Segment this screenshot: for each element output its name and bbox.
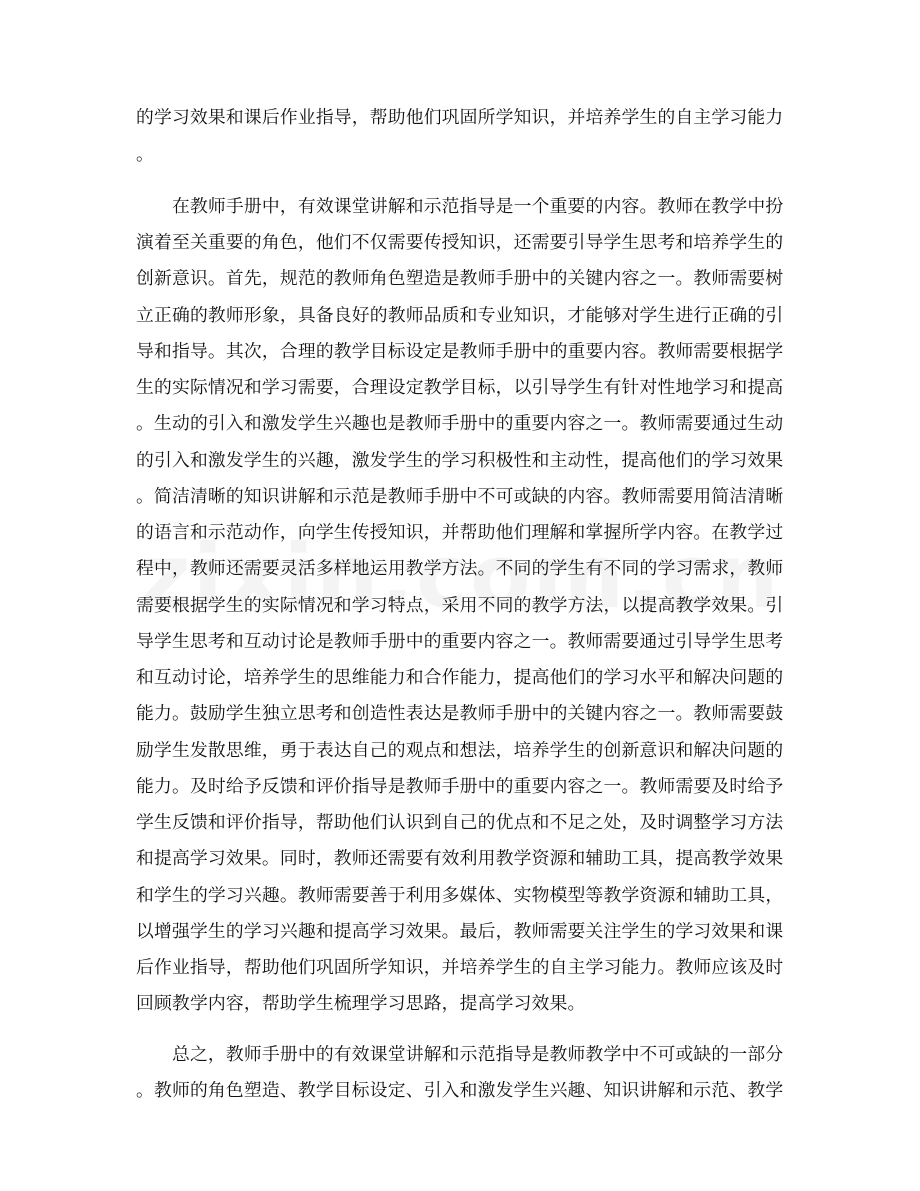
paragraph-2-line-6: 生的实际情况和学习需要，合理设定教学目标，以引导学生有针对性地学习和提高 (136, 377, 784, 398)
paragraph-1-line-1: 的学习效果和课后作业指导，帮助他们巩固所学知识，并培养学生的自主学习能力 (136, 107, 784, 128)
paragraph-2-line-13: 导学生思考和互动讨论是教师手册中的重要内容之一。教师需要通过引导学生思考 (136, 631, 784, 652)
paragraph-2-line-5: 导和指导。其次，合理的教学目标设定是教师手册中的重要内容。教师需要根据学 (136, 341, 784, 362)
paragraph-2-line-9: 。简洁清晰的知识讲解和示范是教师手册中不可或缺的内容。教师需要用简洁清晰 (136, 486, 784, 507)
paragraph-2-line-4: 立正确的教师形象，具备良好的教师品质和专业知识，才能够对学生进行正确的引 (136, 305, 784, 326)
paragraph-2-line-16: 励学生发散思维，勇于表达自己的观点和想法，培养学生的创新意识和解决问题的 (136, 740, 784, 761)
paragraph-2-line-10: 的语言和示范动作，向学生传授知识，并帮助他们理解和掌握所学内容。在教学过 (136, 522, 784, 543)
paragraph-2-line-19: 和提高学习效果。同时，教师还需要有效利用教学资源和辅助工具，提高教学效果 (136, 848, 784, 869)
paragraph-2-line-17: 能力。及时给予反馈和评价指导是教师手册中的重要内容之一。教师需要及时给予 (136, 776, 784, 797)
paragraph-3-line-2: 。教师的角色塑造、教学目标设定、引入和激发学生兴趣、知识讲解和示范、教学 (136, 1080, 784, 1101)
paragraph-2-line-2: 演着至关重要的角色，他们不仅需要传授知识，还需要引导学生思考和培养学生的 (136, 232, 784, 253)
paragraph-2-line-3: 创新意识。首先，规范的教师角色塑造是教师手册中的关键内容之一。教师需要树 (136, 268, 784, 289)
paragraph-2-line-8: 的引入和激发学生的兴趣，激发学生的学习积极性和主动性，提高他们的学习效果 (136, 450, 784, 471)
paragraph-1-line-2: 。 (136, 144, 154, 165)
paragraph-2-line-14: 和互动讨论，培养学生的思维能力和合作能力，提高他们的学习水平和解决问题的 (136, 667, 784, 688)
paragraph-2-line-7: 。生动的引入和激发学生兴趣也是教师手册中的重要内容之一。教师需要通过生动 (136, 413, 784, 434)
paragraph-2-line-18: 学生反馈和评价指导，帮助他们认识到自己的优点和不足之处，及时调整学习方法 (136, 812, 784, 833)
paragraph-3-line-1: 总之，教师手册中的有效课堂讲解和示范指导是教师教学中不可或缺的一部分 (136, 1044, 784, 1065)
paragraph-2-line-22: 后作业指导，帮助他们巩固所学知识，并培养学生的自主学习能力。教师应该及时 (136, 957, 784, 978)
paragraph-2-line-20: 和学生的学习兴趣。教师需要善于利用多媒体、实物模型等教学资源和辅助工具， (136, 885, 784, 906)
paragraph-2-line-21: 以增强学生的学习兴趣和提高学习效果。最后，教师需要关注学生的学习效果和课 (136, 921, 784, 942)
paragraph-2-line-12: 需要根据学生的实际情况和学习特点，采用不同的教学方法，以提高教学效果。引 (136, 595, 784, 616)
paragraph-2-line-1: 在教师手册中，有效课堂讲解和示范指导是一个重要的内容。教师在教学中扮 (136, 196, 784, 217)
paragraph-2-line-11: 程中，教师还需要灵活多样地运用教学方法。不同的学生有不同的学习需求，教师 (136, 558, 784, 579)
paragraph-2-line-15: 能力。鼓励学生独立思考和创造性表达是教师手册中的关键内容之一。教师需要鼓 (136, 703, 784, 724)
paragraph-2-line-23: 回顾教学内容，帮助学生梳理学习思路，提高学习效果。 (136, 993, 586, 1014)
